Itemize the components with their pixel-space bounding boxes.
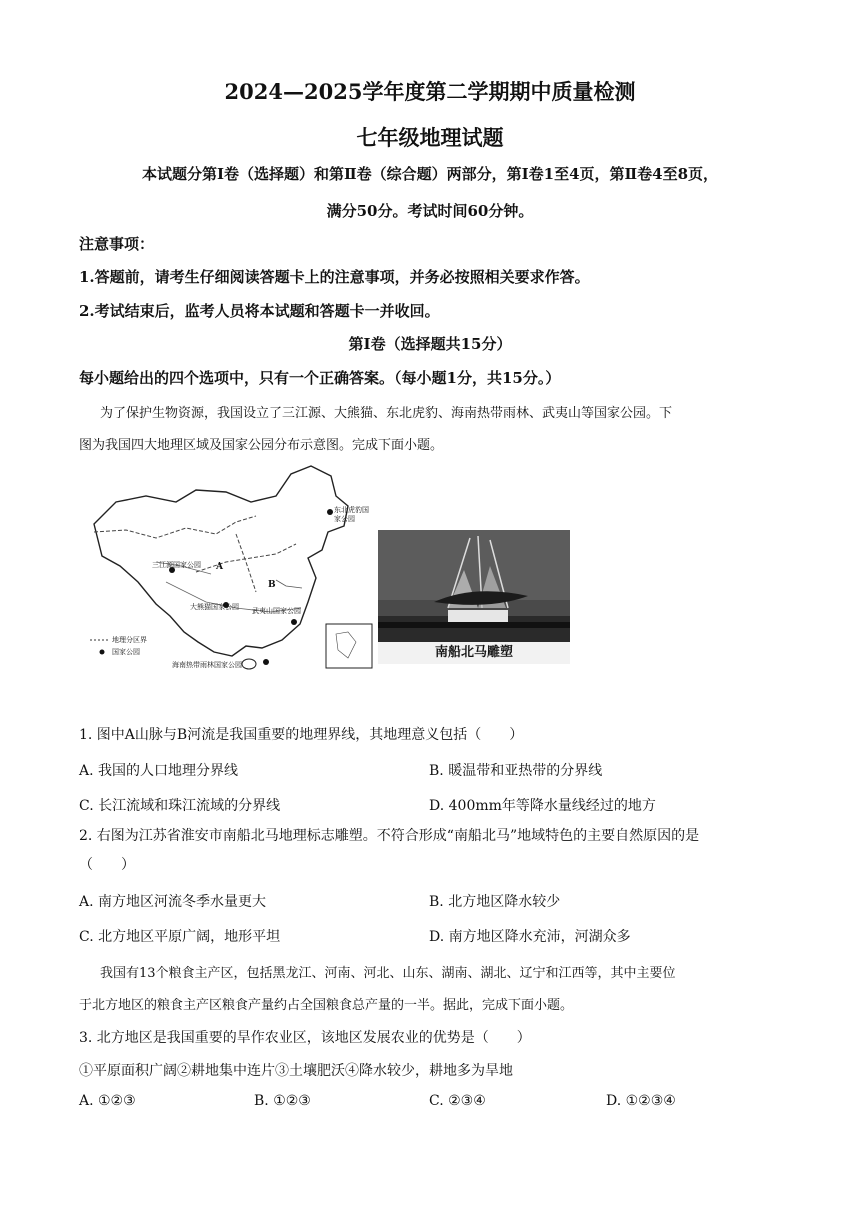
q2-option-b: B. 北方地区降水较少	[429, 894, 561, 910]
map-label-daxiongmao: 大熊猫国家公园	[190, 603, 239, 611]
intro-line-2: 满分50分。考试时间60分钟。	[326, 202, 534, 220]
map-label-dongbei: 东北虎豹国家公园	[334, 506, 369, 523]
q1-option-b: B. 暖温带和亚热带的分界线	[429, 763, 603, 779]
q2-option-a: A. 南方地区河流冬季水量更大	[79, 894, 267, 910]
q3-stem: 3. 北方地区是我国重要的旱作农业区，该地区发展农业的优势是（ ）	[79, 1030, 531, 1046]
sculpture-photo	[378, 530, 570, 664]
section-instruction: 每小题给出的四个选项中，只有一个正确答案。（每小题1分，共15分。）	[79, 369, 561, 387]
q2-option-d: D. 南方地区降水充沛，河湖众多	[429, 929, 631, 945]
legend-park: 国家公园	[112, 648, 140, 656]
photo-caption: 南船北马雕塑	[378, 642, 570, 664]
legend-boundary: 地理分区界	[112, 636, 147, 644]
q3-option-b: B. ①②③	[254, 1093, 311, 1109]
map-label-a: A	[216, 562, 223, 572]
passage-2-line-2: 于北方地区的粮食主产区粮食产量约占全国粮食总产量的一半。据此，完成下面小题。	[79, 998, 574, 1013]
q1-option-c: C. 长江流域和珠江流域的分界线	[79, 798, 281, 814]
map-label-sanjiang: 三江源国家公园	[152, 561, 201, 569]
q2-stem-paren: （ ）	[79, 857, 135, 873]
sculpture-image	[378, 530, 570, 642]
q3-items: ①平原面积广阔②耕地集中连片③土壤肥沃④降水较少，耕地多为旱地	[79, 1063, 513, 1079]
passage-2-line-1: 我国有13个粮食主产区，包括黑龙江、河南、河北、山东、湖南、湖北、辽宁和江西等，其中主要位	[100, 966, 676, 981]
q1-option-a: A. 我国的人口地理分界线	[79, 763, 239, 779]
q1-stem: 1. 图中A山脉与B河流是我国重要的地理界线，其地理意义包括（ ）	[79, 727, 524, 743]
notice-item-1: 1.答题前，请考生仔细阅读答题卡上的注意事项，并务必按照相关要求作答。	[79, 268, 590, 286]
q3-option-a: A. ①②③	[79, 1093, 136, 1109]
exam-title: 2024—2025学年度第二学期期中质量检测	[224, 79, 636, 104]
section-title: 第Ⅰ卷（选择题共15分）	[348, 335, 512, 353]
intro-line-1: 本试题分第Ⅰ卷（选择题）和第Ⅱ卷（综合题）两部分，第Ⅰ卷1至4页，第Ⅱ卷4至8页，	[141, 165, 719, 183]
passage-1-line-1: 为了保护生物资源，我国设立了三江源、大熊猫、东北虎豹、海南热带雨林、武夷山等国家公园。下	[100, 406, 673, 421]
map-label-wuyishan: 武夷山国家公园	[252, 607, 301, 615]
notice-heading: 注意事项：	[79, 235, 155, 253]
china-map-figure	[86, 462, 376, 676]
q1-option-d: D. 400mm年等降水量线经过的地方	[429, 798, 656, 814]
q3-option-c: C. ②③④	[429, 1093, 486, 1109]
exam-subtitle: 七年级地理试题	[356, 125, 504, 150]
passage-1-line-2: 图为我国四大地理区域及国家公园分布示意图。完成下面小题。	[79, 438, 444, 453]
q2-option-c: C. 北方地区平原广阔，地形平坦	[79, 929, 281, 945]
map-label-b: B	[268, 580, 276, 590]
q2-stem: 2. 右图为江苏省淮安市南船北马地理标志雕塑。不符合形成“南船北马”地域特色的主要自然原因的是	[79, 828, 700, 844]
q3-option-d: D. ①②③④	[606, 1093, 676, 1109]
map-label-hainan: 海南热带雨林国家公园	[172, 661, 242, 669]
notice-item-2: 2.考试结束后，监考人员将本试题和答题卡一并收回。	[79, 302, 440, 320]
